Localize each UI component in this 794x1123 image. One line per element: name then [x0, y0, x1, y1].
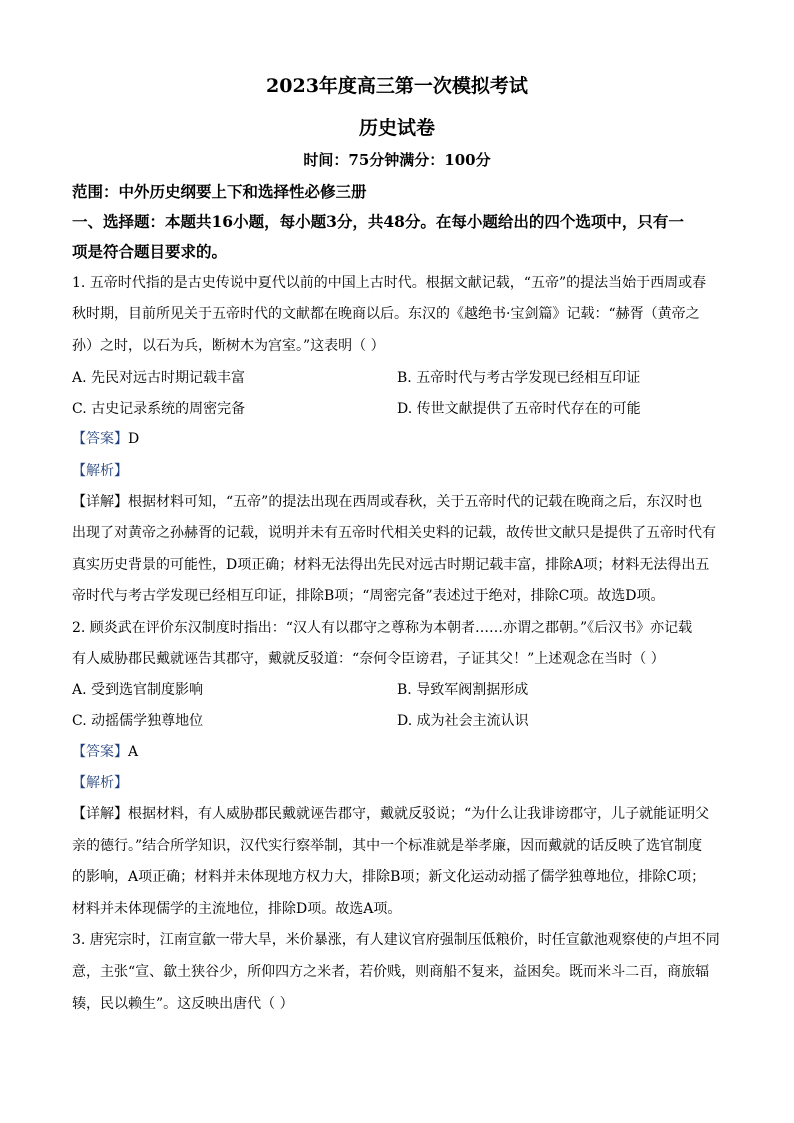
- q2-stem-line: 2. 顾炎武在评价东汉制度时指出：“汉人有以郡守之尊称为本朝者……亦谓之郡朝。”《后汉书》亦记载: [72, 620, 693, 636]
- q1-option-a: A. 先民对远古时期记载丰富: [72, 370, 246, 386]
- q1-option-c: C. 古史记录系统的周密完备: [72, 401, 246, 417]
- q2-option-c: C. 动摇儒学独尊地位: [72, 713, 204, 729]
- answer-label: 【答案】: [72, 744, 128, 760]
- q2-answer: [72, 742, 732, 762]
- answer-label: 【答案】: [72, 431, 128, 447]
- q3-stem-line: 辏，民以赖生”。这反映出唐代（ ）: [72, 996, 294, 1012]
- q2-detail-line: 材料并未体现儒学的主流地位，排除D项。故选A项。: [72, 901, 402, 917]
- q2-detail-line: 的影响，A项正确；材料并未体现地方权力大，排除B项；新文化运动动摇了儒学独尊地位，排除C项；: [72, 869, 706, 885]
- q2-detail-line: 【详解】根据材料，有人威胁郡民戴就诬告郡守，戴就反驳说；“为什么让我诽谤郡守，儿子就能证明父: [72, 806, 710, 822]
- q2-option-b: B. 导致军阀割据形成: [397, 682, 529, 698]
- q1-detail-line: 【详解】根据材料可知，“五帝”的提法出现在西周或春秋，关于五帝时代的记载在晚商之后，东汉时也: [72, 494, 703, 510]
- answer-value: D: [128, 431, 140, 447]
- q1-option-b: B. 五帝时代与考古学发现已经相互印证: [397, 370, 641, 386]
- answer-value: A: [128, 744, 139, 760]
- exam-subject: 历史试卷: [358, 117, 435, 139]
- q1-detail-line: 真实历史背景的可能性，D项正确；材料无法得出先民对远古时期记载丰富，排除A项；材料无法得出五: [72, 557, 710, 573]
- exam-meta: 时间：75分钟满分：100分: [303, 151, 491, 169]
- section-heading-line-2: 项是符合题目要求的。: [72, 242, 228, 261]
- section-heading-line-1: 一、选择题：本题共16小题，每小题3分，共48分。在每小题给出的四个选项中，只有一: [72, 212, 684, 231]
- q1-stem-line: 1. 五帝时代指的是古史传说中夏代以前的中国上古时代。根据文献记载，“五帝”的提法当始于西周或春: [72, 275, 707, 291]
- q1-answer: [72, 429, 732, 449]
- q3-stem-line: 意，主张“宣、歙土狭谷少，所仰四方之米者，若价贱，则商船不复来，益困矣。既而米斗二百，商旅辐: [72, 964, 710, 980]
- q1-option-d: D. 传世文献提供了五帝时代存在的可能: [397, 401, 641, 417]
- q2-option-a: A. 受到选官制度影响: [72, 682, 204, 698]
- q2-analysis-label: 【解析】: [72, 775, 128, 791]
- q2-stem-line: 有人威胁郡民戴就诬告其郡守，戴就反驳道：“奈何令臣谤君，子证其父！”上述观念在当时（ ）: [72, 651, 665, 667]
- q1-stem-line: 孙）之时，以石为兵，断树木为宫室。”这表明（ ）: [72, 338, 385, 354]
- exam-scope: 范围：中外历史纲要上下和选择性必修三册: [72, 182, 367, 201]
- q1-detail-line: 出现了对黄帝之孙赫胥的记载，说明并未有五帝时代相关史料的记载，故传世文献只是提供了五帝时代有: [72, 525, 716, 541]
- q1-detail-line: 帝时代与考古学发现已经相互印证，排除B项；“周密完备”表述过于绝对，排除C项。故选D项。: [72, 588, 665, 604]
- q1-stem-line: 秋时期，目前所见关于五帝时代的文献都在晚商以后。东汉的《越绝书·宝剑篇》记载：“赫胥（黄帝之: [72, 306, 700, 322]
- q3-stem-line: 3. 唐宪宗时，江南宣歙一带大旱，米价暴涨，有人建议官府强制压低粮价，时任宣歙池观察使的卢坦不同: [72, 932, 720, 948]
- q1-analysis-label: 【解析】: [72, 463, 128, 479]
- q2-detail-line: 亲的德行。”结合所学知识，汉代实行察举制，其中一个标准就是举孝廉，因而戴就的话反映了选官制度: [72, 838, 703, 854]
- q2-option-d: D. 成为社会主流认识: [397, 713, 529, 729]
- exam-title: 2023年度高三第一次模拟考试: [266, 75, 528, 97]
